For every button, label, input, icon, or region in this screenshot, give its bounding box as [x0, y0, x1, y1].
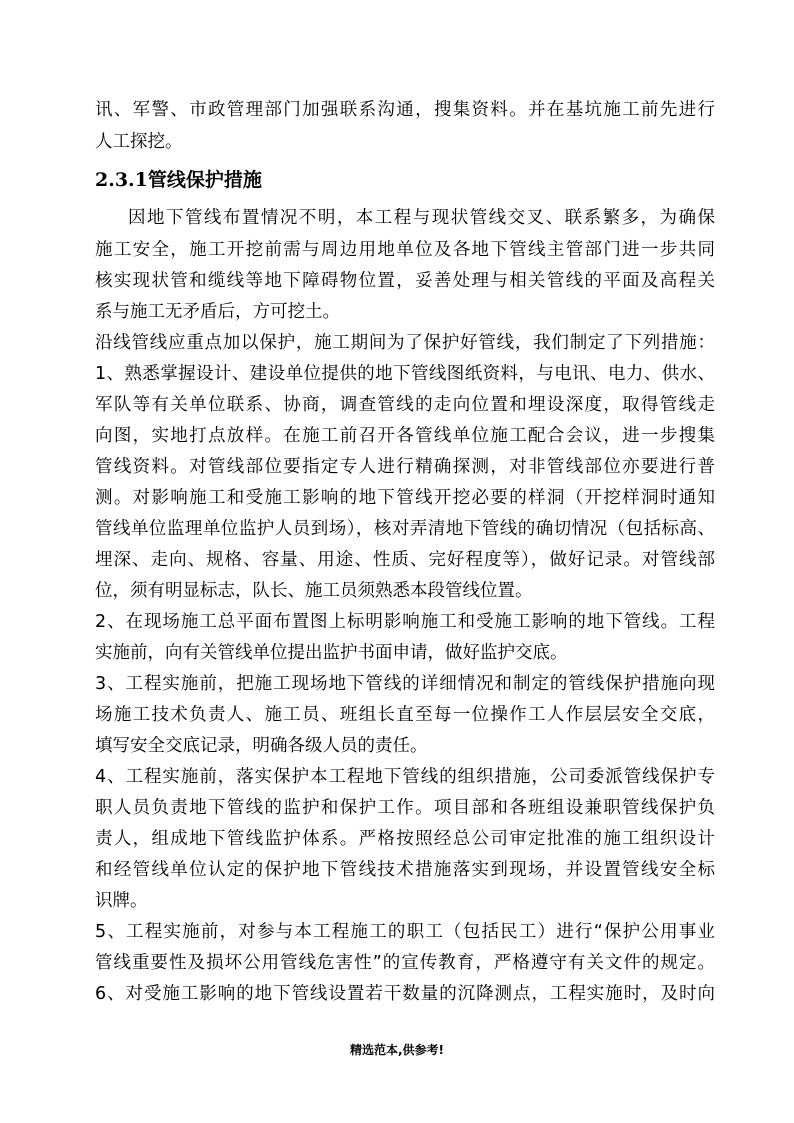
text-line: 人工探挖。: [95, 132, 183, 152]
text-line: 填写安全交底记录，明确各级人员的责任。: [95, 736, 428, 756]
section-heading: [95, 168, 262, 192]
text-line: 施工安全，施工开挖前需与周边用地单位及各地下管线主管部门进一步共同: [95, 240, 715, 260]
text-line: 实施前，向有关管线单位提出监护书面申请，做好监护交底。: [95, 643, 568, 663]
text-line: 识牌。: [95, 891, 148, 911]
text-line: 职人员负责地下管线的监护和保护工作。项目部和各班组设兼职管线保护负: [95, 798, 715, 818]
text-line: 责人，组成地下管线监护体系。严格按照经总公司审定批准的施工组织设计: [95, 829, 715, 849]
text-line: 位，须有明显标志，队长、施工员须熟悉本段管线位置。: [95, 581, 533, 601]
text-line: 埋深、走向、规格、容量、用途、性质、完好程度等），做好记录。对管线部: [95, 550, 715, 570]
text-line: 军队等有关单位联系、协商，调查管线的走向位置和埋设深度，取得管线走: [95, 395, 715, 415]
text-line: 5、工程实施前，对参与本工程施工的职工（包括民工）进行“保护公用事业: [95, 922, 715, 942]
text-line: 场施工技术负责人、施工员、班组长直至每一位操作工人作层层安全交底，: [95, 705, 715, 725]
text-line: 4、工程实施前，落实保护本工程地下管线的组织措施，公司委派管线保护专: [95, 767, 715, 787]
page-footer: 精选范本,供参考!: [349, 1043, 445, 1057]
text-line: 系与施工无矛盾后，方可挖土。: [95, 302, 340, 322]
text-line: 管线资料。对管线部位要指定专人进行精确探测，对非管线部位亦要进行普: [95, 457, 715, 477]
section-number: 2.3.1: [95, 169, 148, 191]
text-line: 向图，实地打点放样。在施工前召开各管线单位施工配合会议，进一步搜集: [95, 426, 715, 446]
text-line: 1、熟悉掌握设计、建设单位提供的地下管线图纸资料，与电讯、电力、供水、: [95, 364, 715, 384]
text-line: 测。对影响施工和受施工影响的地下管线开挖必要的样洞（开挖样洞时通知: [95, 488, 715, 508]
text-line: 3、工程实施前，把施工现场地下管线的详细情况和制定的管线保护措施向现: [95, 674, 715, 694]
text-line: 因地下管线布置情况不明，本工程与现状管线交叉、联系繁多，为确保: [128, 208, 715, 228]
text-line: 讯、军警、市政管理部门加强联系沟通，搜集资料。并在基坑施工前先进行: [95, 100, 715, 120]
text-line: 管线单位监理单位监护人员到场），核对弄清地下管线的确切情况（包括标高、: [95, 519, 715, 539]
section-title: 管线保护措施: [147, 169, 262, 191]
text-line: 6、对受施工影响的地下管线设置若干数量的沉降测点，工程实施时，及时向: [95, 984, 715, 1004]
text-line: 和经管线单位认定的保护地下管线技术措施落实到现场，并设置管线安全标: [95, 860, 715, 880]
text-line: 2、在现场施工总平面布置图上标明影响施工和受施工影响的地下管线。工程: [95, 612, 715, 632]
text-line: 核实现状管和缆线等地下障碍物位置，妥善处理与相关管线的平面及高程关: [95, 271, 715, 291]
text-line: 管线重要性及损坏公用管线危害性”的宣传教育，严格遵守有关文件的规定。: [95, 953, 715, 973]
text-line: 沿线管线应重点加以保护，施工期间为了保护好管线，我们制定了下列措施：: [95, 333, 715, 353]
